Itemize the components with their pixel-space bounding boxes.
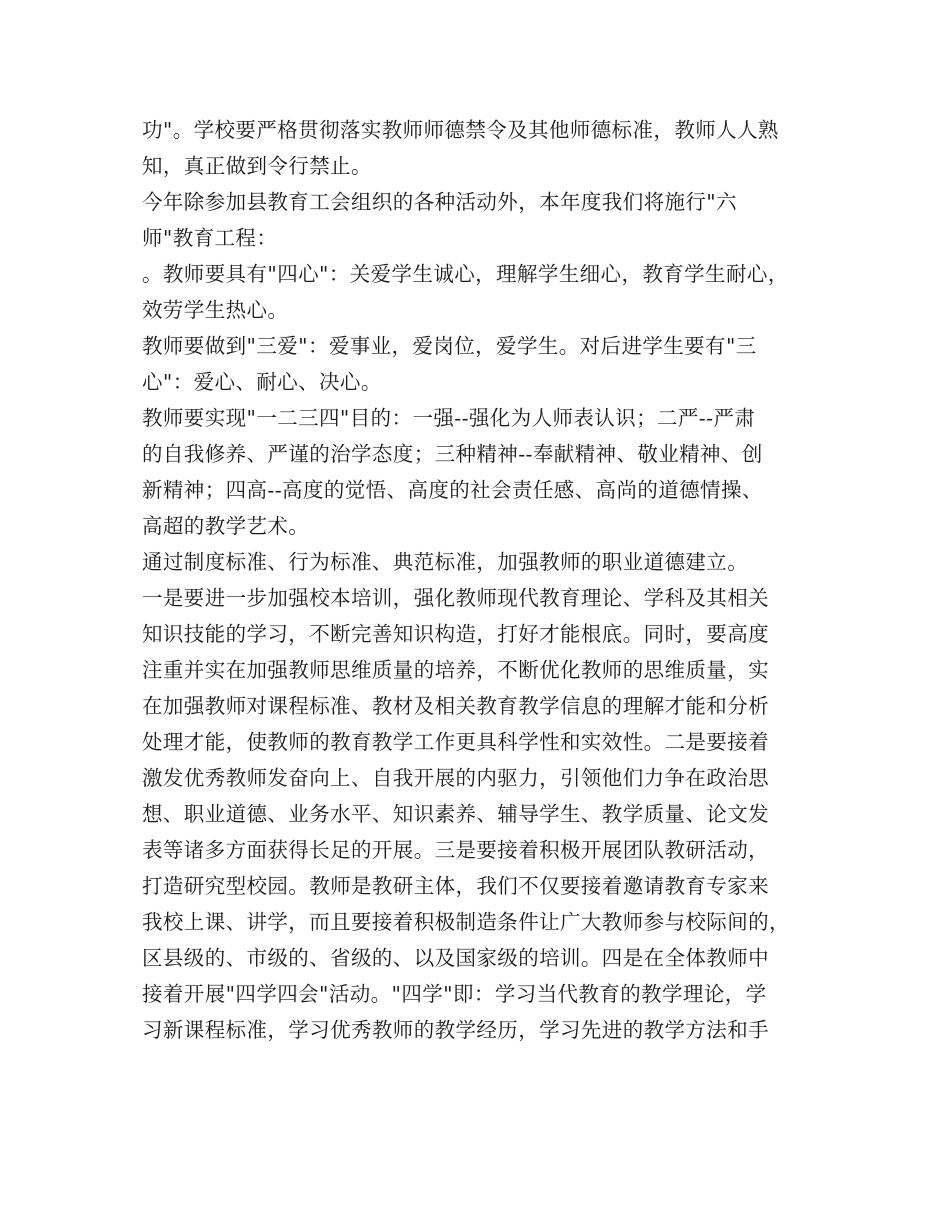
text-line-13: 通过制度标准、行为标准、典范标准，加强教师的职业道德建立。: [142, 550, 749, 574]
document-body: [142, 112, 812, 1048]
text-line-15: 知识技能的学习，不断完善知识构造，打好才能根底。同时，要高度: [142, 622, 769, 646]
text-line-2: 知，真正做到令行禁止。: [142, 154, 372, 178]
text-line-22: 打造研究型校园。教师是教研主体，我们不仅要接着邀请教育专家来: [142, 874, 769, 898]
text-line-7: 教师要做到"三爱"：爱事业，爱岗位，爱学生。对后进学生要有"三: [142, 334, 757, 358]
text-line-18: 处理才能，使教师的教育教学工作更具科学性和实效性。二是要接着: [142, 730, 769, 754]
text-line-12: 高超的教学艺术。: [142, 514, 310, 538]
text-line-14: 一是要进一步加强校本培训，强化教师现代教育理论、学科及其相关: [142, 586, 769, 610]
text-line-4: 师"教育工程：: [142, 226, 278, 250]
text-line-20: 想、职业道德、业务水平、知识素养、辅导学生、教学质量、论文发: [142, 802, 769, 826]
text-line-10: 的自我修养、严谨的治学态度；三种精神--奉献精神、敬业精神、创: [142, 442, 763, 466]
text-line-19: 激发优秀教师发奋向上、自我开展的内驱力，引领他们力争在政治思: [142, 766, 769, 790]
text-line-6: 效劳学生热心。: [142, 298, 289, 322]
text-line-11: 新精神；四高--高度的觉悟、高度的社会责任感、高尚的道德情操、: [142, 478, 763, 502]
text-line-21: 表等诸多方面获得长足的开展。三是要接着积极开展团队教研活动，: [142, 838, 769, 862]
text-line-17: 在加强教师对课程标准、教材及相关教育教学信息的理解才能和分析: [142, 694, 769, 718]
text-line-16: 注重并实在加强教师思维质量的培养，不断优化教师的思维质量，实: [142, 658, 769, 682]
text-line-26: 习新课程标准，学习优秀教师的教学经历，学习先进的教学方法和手: [142, 1018, 769, 1042]
text-line-5: 。教师要具有"四心"：关爱学生诚心，理解学生细心，教育学生耐心，: [142, 262, 789, 286]
text-line-24: 区县级的、市级的、省级的、以及国家级的培训。四是在全体教师中: [142, 946, 769, 970]
text-line-25: 接着开展"四学四会"活动。"四学"即：学习当代教育的教学理论，学: [142, 982, 767, 1006]
text-line-23: 我校上课、讲学，而且要接着积极制造条件让广大教师参与校际间的，: [142, 910, 790, 934]
text-line-3: 今年除参加县教育工会组织的各种活动外，本年度我们将施行"六: [142, 190, 738, 214]
text-line-9: 教师要实现"一二三四"目的：一强--强化为人师表认识；二严--严肃: [142, 406, 756, 430]
text-line-8: 心"：爱心、耐心、决心。: [142, 370, 382, 394]
text-line-1: 功"。学校要严格贯彻落实教师师德禁令及其他师德标准，教师人人熟: [142, 118, 779, 142]
